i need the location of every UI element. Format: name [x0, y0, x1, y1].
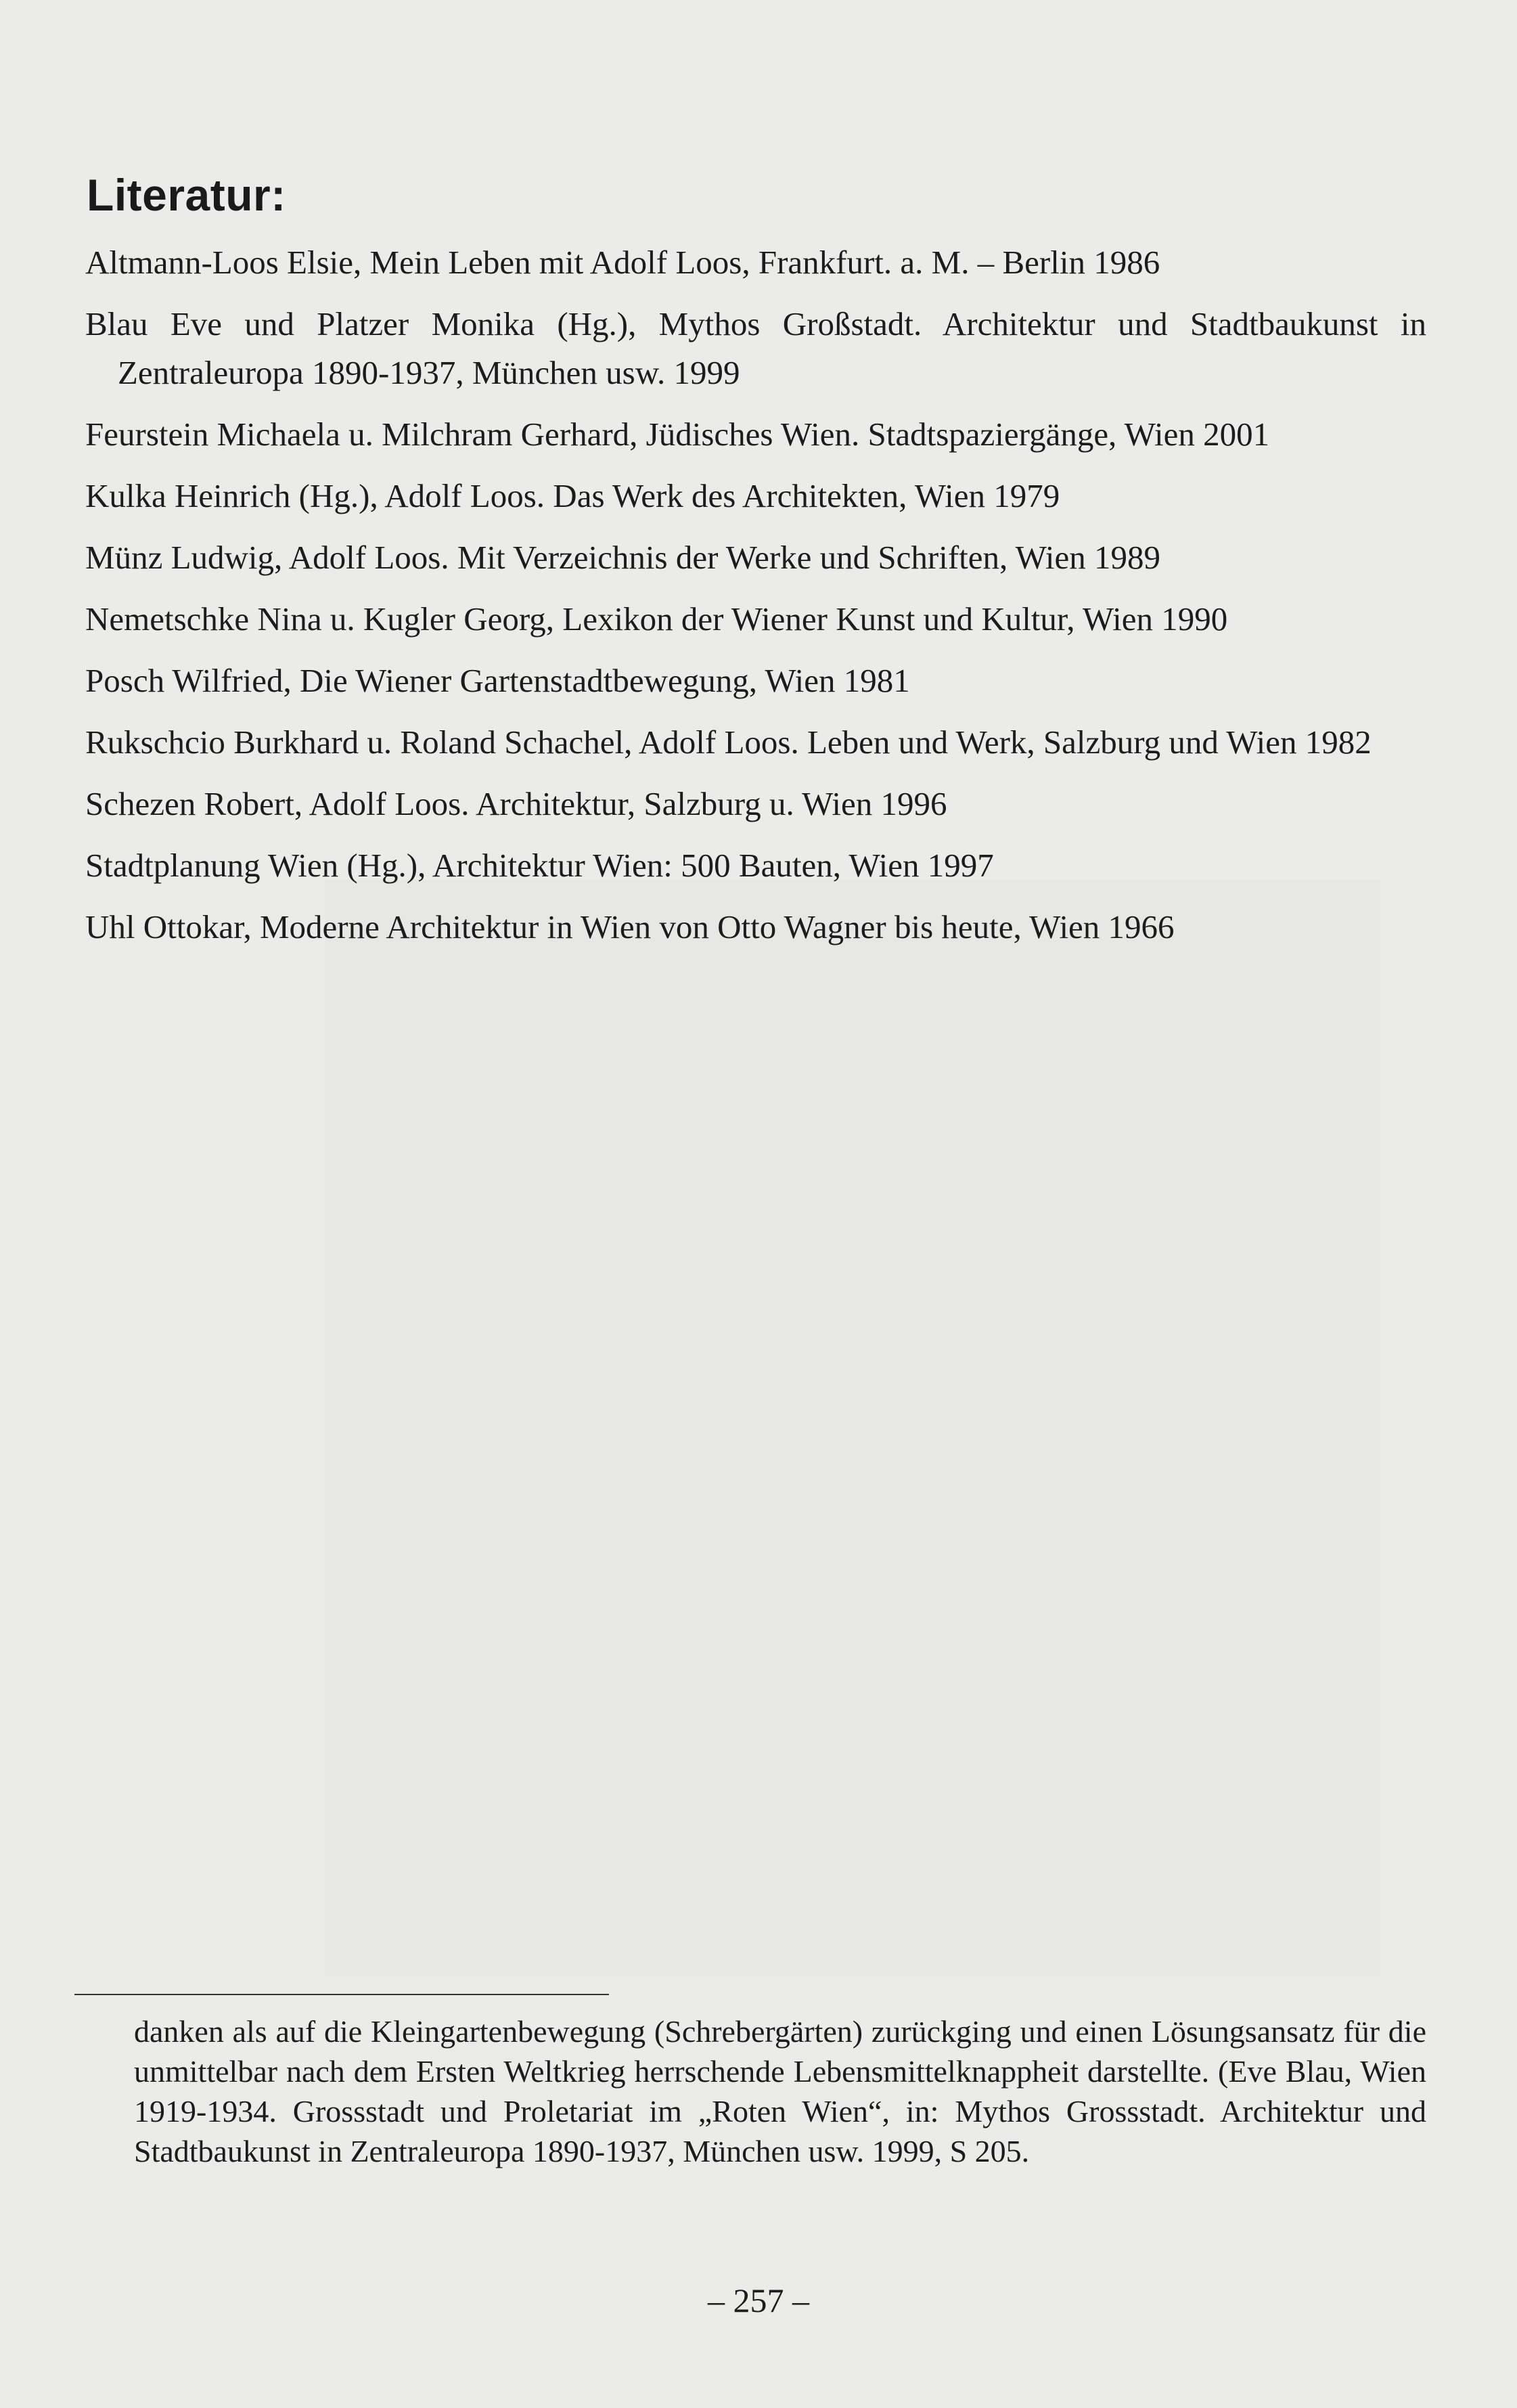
bibliography-entry: Schezen Robert, Adolf Loos. Architektur, Salzburg u. Wien 1996 [85, 785, 947, 822]
bibliography-entry: Feurstein Michaela u. Milchram Gerhard, Jüdisches Wien. Stadtspaziergänge, Wien 2001 [85, 416, 1270, 453]
show-through-texture [325, 880, 1380, 1976]
footnote-text: danken als auf die Kleingartenbewegung (Schrebergärten) zurückging und einen Lösungsansatz für die unmittelbar nach dem Ersten Weltkrieg herrschende Lebensmittelknappheit darstellte. (Eve Blau, Wien 1919-1934. Grossstadt und Proletariat im „Roten Wien“, in: Mythos Grossstadt. Architektur und Stadtbaukunst in Zentraleuropa 1890-1937, München usw. 1999, S 205. [134, 2014, 1426, 2168]
bibliography-entry: Uhl Ottokar, Moderne Architektur in Wien von Otto Wagner bis heute, Wien 1966 [85, 908, 1175, 945]
bibliography-entry: Nemetschke Nina u. Kugler Georg, Lexikon der Wiener Kunst und Kultur, Wien 1990 [85, 600, 1228, 638]
bibliography-entry: Blau Eve und Platzer Monika (Hg.), Mythos Großstadt. Architektur und Stadtbaukunst in Zentraleuropa 1890-1937, München usw. 1999 [85, 305, 1426, 391]
bibliography-entry: Kulka Heinrich (Hg.), Adolf Loos. Das Werk des Architekten, Wien 1979 [85, 477, 1060, 514]
section-heading: Literatur: [87, 170, 286, 220]
bibliography-entry: Rukschcio Burkhard u. Roland Schachel, Adolf Loos. Leben und Werk, Salzburg und Wien 1982 [85, 723, 1372, 761]
bibliography-entry: Altmann-Loos Elsie, Mein Leben mit Adolf Loos, Frankfurt. a. M. – Berlin 1986 [85, 244, 1160, 281]
footnote-separator [74, 1994, 609, 1995]
bibliography-entry: Posch Wilfried, Die Wiener Gartenstadtbewegung, Wien 1981 [85, 662, 910, 699]
bibliography-entry: Münz Ludwig, Adolf Loos. Mit Verzeichnis der Werke und Schriften, Wien 1989 [85, 539, 1161, 576]
page-number: – 257 – [708, 2281, 809, 2319]
bibliography-list [85, 238, 1426, 964]
bibliography-entry: Stadtplanung Wien (Hg.), Architektur Wien: 500 Bauten, Wien 1997 [85, 847, 994, 884]
